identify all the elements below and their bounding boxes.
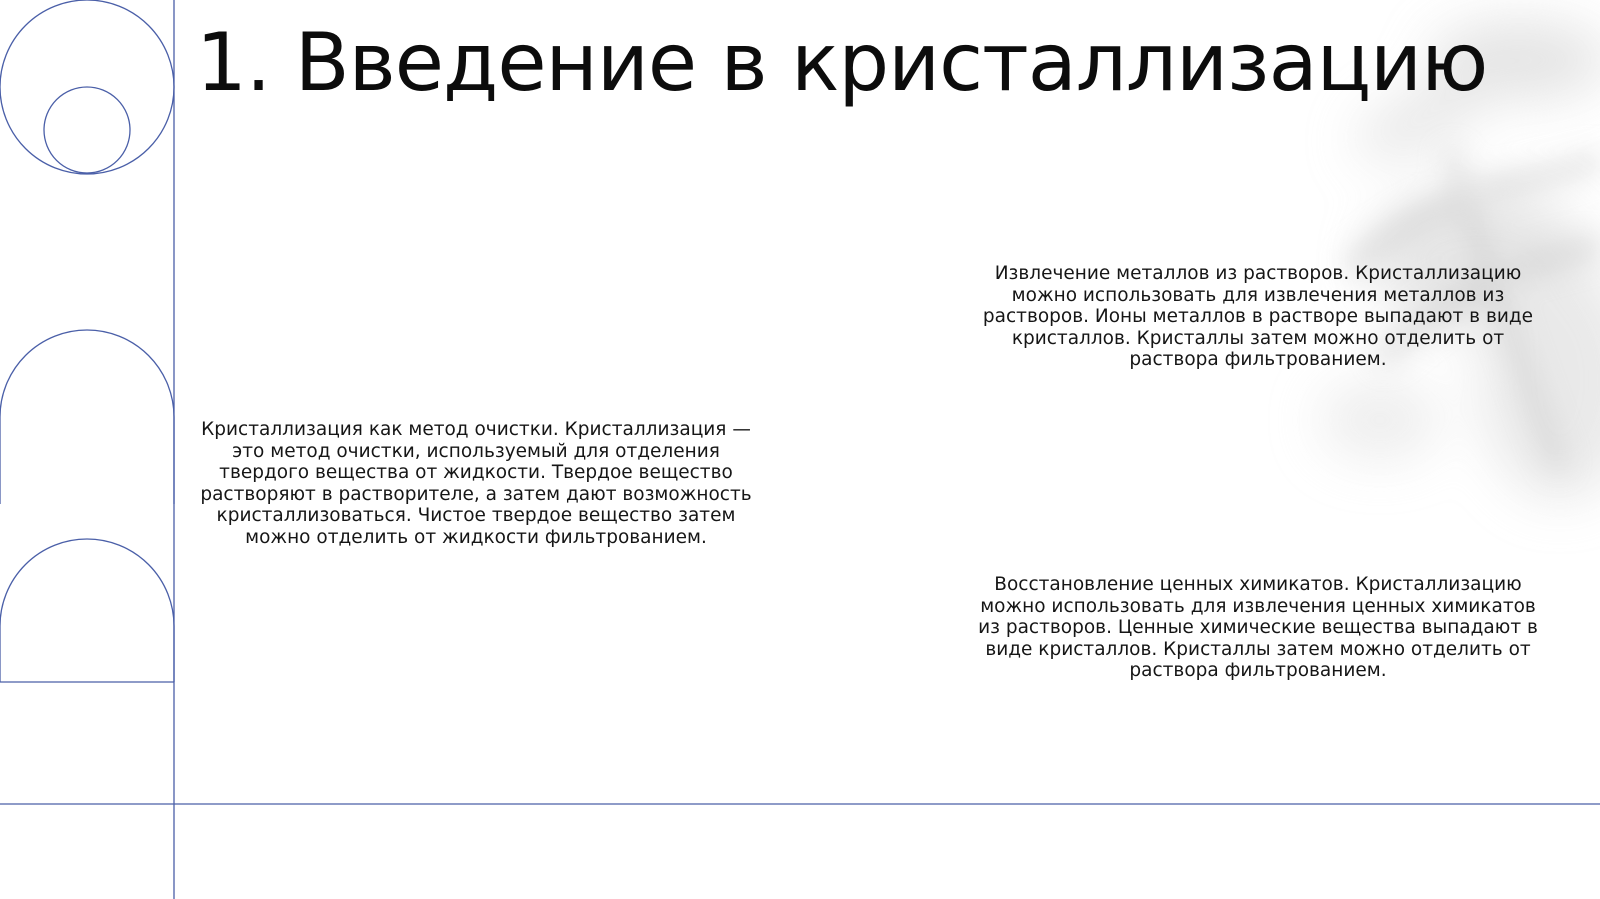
- small-circle-outline: [44, 87, 130, 173]
- text-block-purification: Кристаллизация как метод очистки. Кристаллизация — это метод очистки, используемый для отделения твердого вещества от жидкости. Твердое вещество растворяют в растворителе, а затем дают возможность кристаллизоваться. Чистое твердое вещество затем можно отделить от жидкости фильтрованием.: [200, 419, 752, 548]
- lower-arch-outline: [0, 539, 174, 682]
- text-block-metals: Извлечение металлов из растворов. Кристаллизацию можно использовать для извлечения металлов из растворов. Ионы металлов в растворе выпадают в виде кристаллов. Кристаллы затем можно отделить от раствора фильтрованием.: [982, 263, 1534, 370]
- slide-title: 1. Введение в кристаллизацию: [196, 16, 1488, 109]
- upper-arch-outline: [0, 330, 174, 504]
- text-block-chemicals: Восстановление ценных химикатов. Кристаллизацию можно использовать для извлечения ценных химикатов из растворов. Ценные химические вещества выпадают в виде кристаллов. Кристаллы затем можно отделить от раствора фильтрованием.: [978, 574, 1538, 681]
